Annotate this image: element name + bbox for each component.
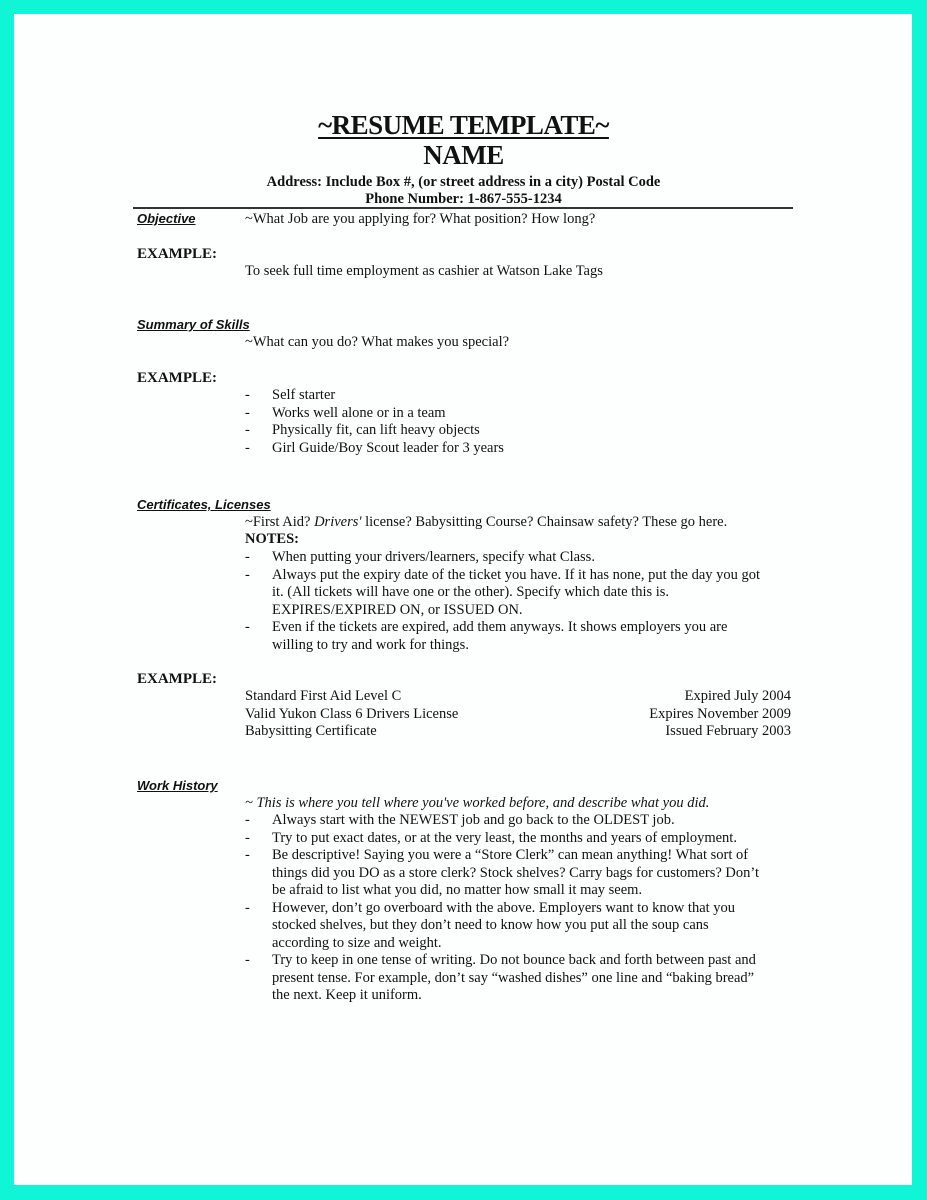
address-line: Address: Include Box #, (or street address in a city) Postal Code [266,174,661,190]
note-line: When putting your drivers/learners, specify what Class. [272,549,595,565]
list-item [245,387,504,405]
note-line: Be descriptive! Saying you were a “Store Clerk” can mean anything! What sort of [272,847,749,863]
certificate-row [245,723,791,741]
skills-list [245,387,504,457]
list-item [245,405,504,423]
dash-bullet: - [245,549,250,565]
prompt-italic: Drivers' [314,514,362,530]
dash-bullet: - [245,387,250,403]
dash-bullet: - [245,439,250,456]
list-item [245,830,759,848]
work-prompt: ~ This is where you tell where you've worked before, and describe what you did. [245,795,710,811]
dash-bullet: - [245,619,250,635]
note-line: EXPIRES/EXPIRED ON, or ISSUED ON. [272,601,523,618]
list-item [245,422,504,440]
section-heading-work-history: Work History [137,778,218,793]
prompt-text: ~First Aid? [245,514,315,530]
dash-bullet: - [245,899,250,916]
certificate-name: Standard First Aid Level C [245,688,402,704]
section-heading-objective: Objective [137,211,196,226]
certificate-name: Babysitting Certificate [245,723,377,739]
note-line: be afraid to list what you did, no matter how small it may seem. [272,882,643,898]
certificate-row [245,706,791,724]
note-line: it. (All tickets will have one or the other). Specify which date this is. [272,584,670,600]
objective-example-label: EXAMPLE: [137,246,217,262]
name-heading: NAME [423,140,504,170]
dash-bullet: - [245,847,250,863]
skill-text: Physically fit, can lift heavy objects [272,422,480,438]
skill-text: Girl Guide/Boy Scout leader for 3 years [272,439,504,456]
list-item [245,900,759,953]
notes-label: NOTES: [245,531,299,547]
note-line: Even if the tickets are expired, add them anyways. It shows employers you are [272,619,728,635]
note-line: willing to try and work for things. [272,636,469,653]
note-line: Try to put exact dates, or at the very least, the months and years of employment. [272,829,737,846]
note-line: the next. Keep it uniform. [272,987,422,1003]
skill-text: Works well alone or in a team [272,404,446,421]
section-heading-certificates: Certificates, Licenses [137,497,271,512]
note-line: stocked shelves, but they don’t need to know how you put all the soup cans [272,917,709,933]
header-divider [133,207,793,209]
dash-bullet: - [245,829,250,846]
list-item [245,567,760,620]
dash-bullet: - [245,952,250,968]
list-item [245,847,759,900]
dash-bullet: - [245,404,250,421]
document-title: ~RESUME TEMPLATE~ [318,110,609,140]
objective-example-text: To seek full time employment as cashier at Watson Lake Tags [245,263,603,279]
certificate-date: Expires November 2009 [649,706,791,722]
note-line: Always put the expiry date of the ticket you have. If it has none, put the day you got [272,566,761,583]
certificates-example-label: EXAMPLE: [137,671,217,687]
dash-bullet: - [245,422,250,438]
list-item [245,549,760,567]
certificate-row [245,688,791,706]
section-heading-skills: Summary of Skills [137,317,250,332]
note-line: However, don’t go overboard with the above. Employers want to know that you [272,899,736,916]
list-item [245,812,759,830]
certificates-notes [245,549,760,654]
skills-prompt: ~What can you do? What makes you special? [245,334,510,350]
work-notes [245,812,759,1005]
certificate-name: Valid Yukon Class 6 Drivers License [245,706,459,722]
dash-bullet: - [245,566,250,583]
dash-bullet: - [245,812,250,828]
list-item [245,619,760,654]
certificates-prompt [245,514,727,532]
list-item [245,952,759,1005]
note-line: Try to keep in one tense of writing. Do not bounce back and forth between past and [272,952,756,968]
note-line: present tense. For example, don’t say “washed dishes” one line and “baking bread” [272,969,755,986]
note-line: things did you DO as a store clerk? Stock shelves? Carry bags for customers? Don’t [272,864,759,881]
certificate-date: Expired July 2004 [684,688,791,704]
note-line: according to size and weight. [272,934,442,951]
prompt-text: license? Babysitting Course? Chainsaw safety? These go here. [361,514,728,530]
certificate-date: Issued February 2003 [665,723,791,739]
note-line: Always start with the NEWEST job and go back to the OLDEST job. [272,812,675,828]
phone-line: Phone Number: 1-867-555-1234 [365,191,562,207]
list-item [245,440,504,458]
skill-text: Self starter [272,387,336,403]
objective-prompt: ~What Job are you applying for? What position? How long? [245,211,596,227]
skills-example-label: EXAMPLE: [137,370,217,386]
